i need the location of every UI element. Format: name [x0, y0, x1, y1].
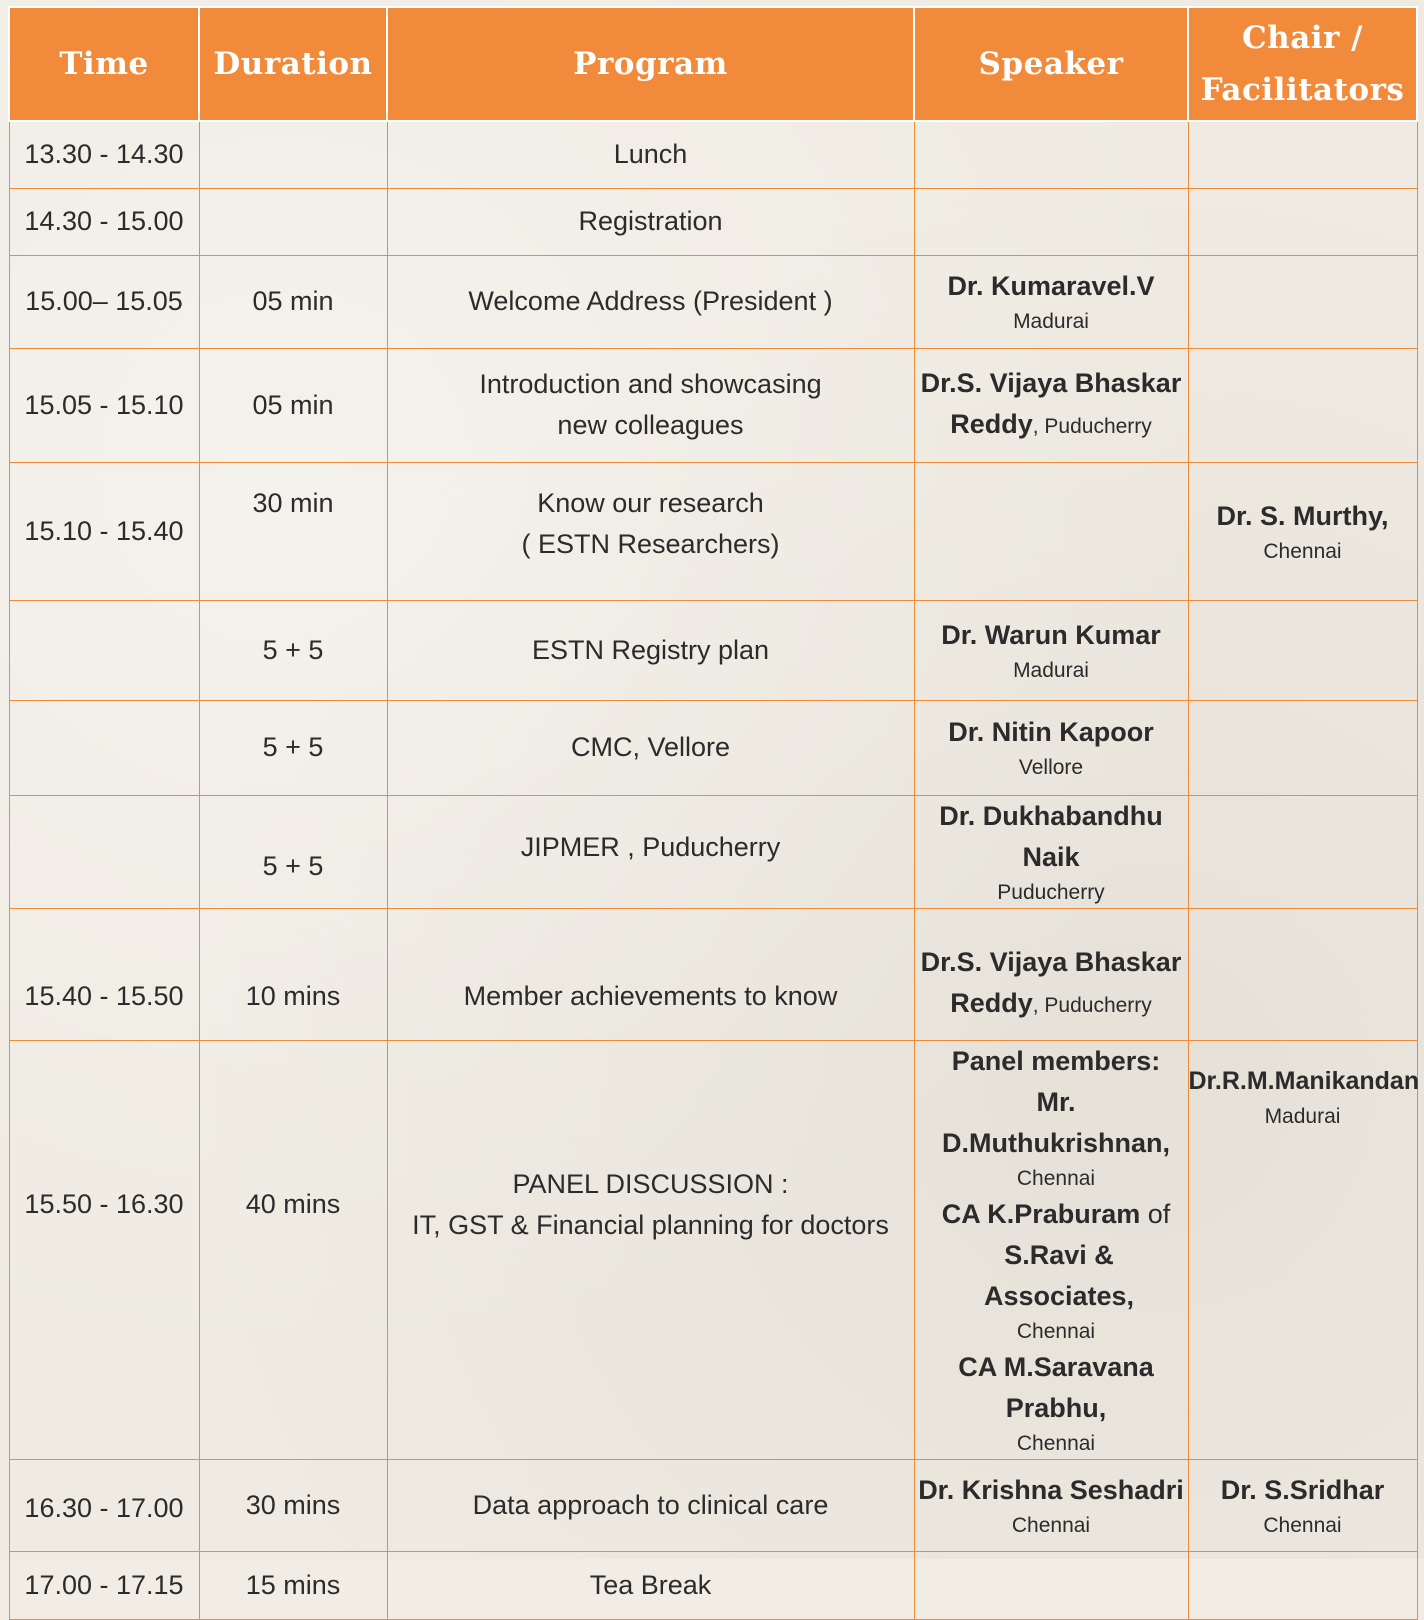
program-cell [387, 1040, 914, 1459]
program-cell [387, 348, 914, 462]
duration-cell: 10 mins [199, 908, 387, 1040]
header-speaker: Speaker [914, 7, 1188, 121]
header-row [9, 7, 1417, 121]
chair-cell [1188, 1551, 1417, 1619]
table-row [9, 462, 1417, 600]
speaker-cell [914, 1551, 1188, 1619]
speaker-cell [914, 462, 1188, 600]
time-cell: 16.30 - 17.00 [9, 1459, 199, 1551]
chair-name: Dr. S.Sridhar [1220, 1474, 1385, 1505]
program-cell: Data approach to clinical care [387, 1459, 914, 1551]
panel-member-city: Chennai [1016, 1431, 1096, 1455]
chair-cell [1188, 600, 1417, 700]
chair-city: Madurai [1264, 1104, 1341, 1128]
chair-city: Chennai [1263, 539, 1342, 563]
chair-cell [1188, 121, 1417, 188]
panel-title: Panel members: [951, 1045, 1161, 1076]
duration-cell: 5 + 5 [199, 795, 387, 908]
header-program: Program [387, 7, 914, 121]
speaker-cell [914, 255, 1188, 348]
duration-cell: 40 mins [199, 1040, 387, 1459]
speaker-city: Madurai [1013, 310, 1089, 333]
speaker-cell [914, 121, 1188, 188]
speaker-city: , Puducherry [1032, 415, 1152, 438]
chair-cell [1188, 348, 1417, 462]
program-line: ( ESTN Researchers) [521, 528, 780, 559]
panel-member-name-part: CA K.Praburam [941, 1198, 1141, 1229]
duration-cell [199, 121, 387, 188]
table-row [9, 795, 1417, 908]
panel-member-city: Chennai [1016, 1319, 1096, 1343]
speaker-cell [914, 1459, 1188, 1551]
table-row [9, 908, 1417, 1040]
program-cell: Lunch [387, 121, 914, 188]
speaker-name: Dr. Nitin Kapoor [948, 717, 1154, 747]
speaker-cell [914, 188, 1188, 255]
duration-cell: 5 + 5 [199, 700, 387, 795]
program-cell: Member achievements to know [387, 908, 914, 1040]
time-cell: 13.30 - 14.30 [9, 121, 199, 188]
chair-cell [1188, 188, 1417, 255]
panel-member-name: CA M.Saravana Prabhu, [958, 1351, 1154, 1423]
table-row [9, 1459, 1417, 1551]
speaker-name: Dr. Kumaravel.V [947, 271, 1155, 301]
duration-cell: 05 min [199, 255, 387, 348]
program-cell: Tea Break [387, 1551, 914, 1619]
time-cell: 14.30 - 15.00 [9, 188, 199, 255]
table-row [9, 121, 1417, 188]
speaker-cell [914, 700, 1188, 795]
header-chair-line1: Chair / [1241, 20, 1364, 56]
speaker-cell [914, 348, 1188, 462]
chair-cell [1188, 1040, 1420, 1459]
table-row [9, 188, 1417, 255]
time-cell [9, 600, 199, 700]
panel-member-name: Mr. D.Muthukrishnan, [942, 1086, 1170, 1158]
time-cell: 15.40 - 15.50 [9, 908, 199, 1040]
time-cell [9, 700, 199, 795]
panel-member-name-suffix: of [1140, 1198, 1171, 1229]
chair-cell [1188, 795, 1417, 908]
chair-cell [1188, 1459, 1417, 1551]
speaker-city: Chennai [1011, 1513, 1091, 1537]
time-cell: 15.10 - 15.40 [9, 462, 199, 600]
panel-member-city: Chennai [1016, 1166, 1096, 1190]
program-cell: CMC, Vellore [387, 700, 914, 795]
program-line: new colleagues [557, 410, 744, 440]
program-line: Introduction and showcasing [479, 369, 822, 399]
program-cell: JIPMER , Puducherry [387, 795, 914, 908]
chair-name: Dr.R.M.Manikandan [1188, 1066, 1420, 1095]
chair-cell [1188, 255, 1417, 348]
speaker-cell [914, 908, 1188, 1040]
program-cell [387, 462, 914, 600]
chair-cell [1188, 908, 1417, 1040]
duration-cell: 30 mins [199, 1459, 387, 1551]
program-line: Know our research [537, 487, 764, 518]
header-chair-line2: Facilitators [1200, 72, 1405, 108]
chair-cell [1188, 700, 1417, 795]
duration-cell: 05 min [199, 348, 387, 462]
chair-city: Chennai [1263, 1513, 1342, 1537]
speaker-city: , Puducherry [1032, 994, 1152, 1017]
chair-name: Dr. S. Murthy, [1216, 500, 1389, 531]
speaker-city: Puducherry [997, 880, 1105, 904]
header-chair [1188, 7, 1417, 121]
panel-member-name [925, 1194, 1188, 1235]
header-duration: Duration [199, 7, 387, 121]
speaker-name: Reddy [950, 988, 1033, 1018]
time-cell [9, 795, 199, 908]
chair-cell [1188, 462, 1417, 600]
schedule-table [8, 6, 1418, 1620]
duration-cell: 15 mins [199, 1551, 387, 1619]
program-line: PANEL DISCUSSION : [512, 1168, 789, 1199]
duration-cell: 30 min [199, 462, 387, 600]
duration-cell: 5 + 5 [199, 600, 387, 700]
table-row [9, 700, 1417, 795]
speaker-cell [914, 600, 1188, 700]
speaker-city: Vellore [1018, 756, 1084, 779]
table-row [9, 1040, 1417, 1459]
table-row [9, 348, 1417, 462]
header-time: Time [9, 7, 199, 121]
time-cell: 15.00– 15.05 [9, 255, 199, 348]
speaker-cell [914, 795, 1188, 908]
speaker-name: Dr.S. Vijaya Bhaskar [920, 947, 1182, 977]
speaker-name: Dr.S. Vijaya Bhaskar [920, 368, 1182, 398]
program-cell: Registration [387, 188, 914, 255]
time-cell: 15.50 - 16.30 [9, 1040, 199, 1459]
duration-cell [199, 188, 387, 255]
speaker-name: Dr. Warun Kumar [941, 619, 1161, 650]
speaker-name: Reddy [950, 409, 1033, 439]
program-cell: ESTN Registry plan [387, 600, 914, 700]
speaker-city: Madurai [1013, 658, 1089, 682]
speaker-name: Dr. Krishna Seshadri [918, 1474, 1184, 1505]
time-cell: 17.00 - 17.15 [9, 1551, 199, 1619]
panel-member-name: S.Ravi & Associates, [983, 1239, 1135, 1311]
speaker-name: Dr. Dukhabandhu Naik [939, 800, 1163, 872]
program-line: IT, GST & Financial planning for doctors [412, 1209, 889, 1240]
time-cell: 15.05 - 15.10 [9, 348, 199, 462]
table-row [9, 1551, 1417, 1619]
table-row [9, 255, 1417, 348]
table-row [9, 600, 1417, 700]
program-cell: Welcome Address (President ) [387, 255, 914, 348]
speaker-cell [914, 1040, 1188, 1459]
